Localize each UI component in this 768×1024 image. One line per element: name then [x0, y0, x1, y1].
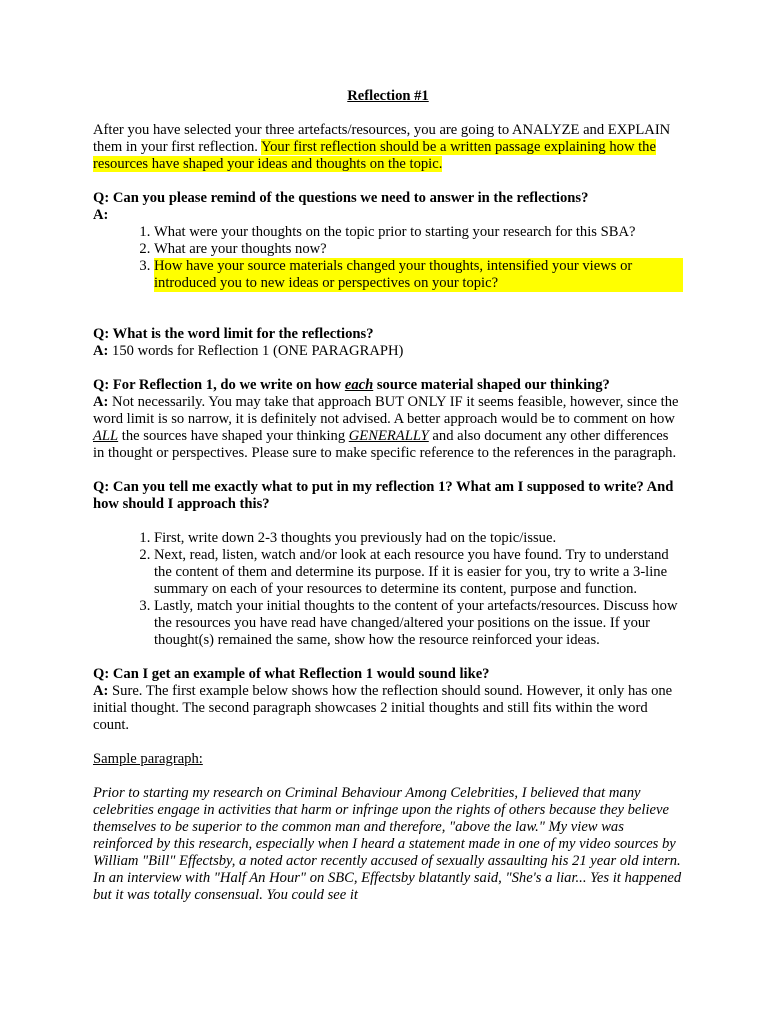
answer-text: Sure. The first example below shows how the reflection should sound. However, it only has one initial thought. The second paragraph showcases 2 initial thoughts and still fits within the word count. — [93, 683, 673, 733]
sample-heading: Sample paragraph: — [93, 751, 203, 767]
question-2: Q: What is the word limit for the reflections? — [93, 326, 374, 342]
list-item — [154, 530, 683, 547]
sample-paragraph: Prior to starting my research on Criminal Behaviour Among Celebrities, I believed that many celebrities engage in activities that harm or infringe upon the rights of others because they believe themselves to be superior to the common man and therefore, "above the law." My view was reinforced by this research, especially when I heard a statement made in one of my video sources by William "Bill" Effectsby, a noted actor recently accused of sexually assaulting his 21 year old intern. In an interview with "Half An Hour" on SBC, Effectsby blatantly said, "She's a liar... Yes it happened but it was totally consensual. You could see it — [93, 785, 682, 903]
list-item-text: What are your thoughts now? — [154, 241, 327, 257]
answer-text: 150 words for Reflection 1 (ONE PARAGRAPH) — [108, 343, 404, 359]
question-emphasis: each — [344, 377, 374, 393]
answer-text: the sources have shaped your thinking — [118, 428, 349, 444]
intro-paragraph — [93, 122, 683, 173]
question-5: Q: Can I get an example of what Reflection 1 would sound like? — [93, 666, 490, 682]
answer-2 — [93, 343, 683, 360]
spacer — [93, 649, 683, 666]
list-item-highlighted — [154, 258, 683, 292]
answer-label: A: — [93, 343, 109, 359]
answer-text: and also document any other differences in thought or perspectives. Please sure to make specific reference to the references in the paragraph. — [93, 428, 677, 461]
answer-label: A: — [93, 683, 109, 699]
question-3 — [93, 377, 683, 394]
question-text: Q: For Reflection 1, do we write on how — [93, 377, 345, 393]
answer-3 — [93, 394, 683, 462]
list-item — [154, 241, 683, 258]
spacer — [93, 292, 683, 326]
answer-emphasis: ALL — [93, 428, 119, 444]
list-item-text: Lastly, match your initial thoughts to the content of your artefacts/resources. Discuss how the resources you have read have changed/altered your positions on the issue. If your thought(s) remained the same, show how the resource reinforced your ideas. — [154, 598, 678, 648]
question-1: Q: Can you please remind of the questions we need to answer in the reflections? — [93, 190, 589, 206]
page-title: Reflection #1 — [347, 88, 429, 104]
answer-5 — [93, 683, 683, 734]
answer-1-label: A: — [93, 207, 109, 223]
list-item-text: What were your thoughts on the topic prior to starting your research for this SBA? — [154, 224, 636, 240]
document-body — [93, 88, 683, 904]
answer-label: A: — [93, 394, 109, 410]
question-4: Q: Can you tell me exactly what to put in my reflection 1? What am I supposed to write? And how should I approach this? — [93, 479, 674, 512]
intro-text: After you have selected your three artefacts/resources, you are going to ANALYZE and EXPLAIN them in your first reflection. — [93, 122, 671, 155]
list-item — [154, 598, 683, 649]
list-item-text: How have your source materials changed your thoughts, intensified your views or introduced you to new ideas or perspectives on your topic? — [154, 258, 633, 291]
list-item-text: First, write down 2-3 thoughts you previously had on the topic/issue. — [154, 530, 557, 546]
intro-highlight: Your first reflection should be a written passage explaining how the resources have shaped your ideas and thoughts on the topic. — [93, 139, 656, 172]
list-item — [154, 224, 683, 241]
answer-text: Not necessarily. You may take that approach BUT ONLY IF it seems feasible, however, since the word limit is so narrow, it is definitely not advised. A better approach would be to comment on how — [93, 394, 679, 427]
list-item — [154, 547, 683, 598]
answer-emphasis: GENERALLY — [348, 428, 429, 444]
list-item-text: Next, read, listen, watch and/or look at each resource you have found. Try to understand the content of them and determine its purpose. If it is easier for you, try to write a 3-line summary on each of your resources to determine its content, purpose and function. — [154, 547, 669, 597]
question-text: source material shaped our thinking? — [373, 377, 610, 393]
steps-list — [93, 530, 683, 649]
reflection-questions-list — [93, 224, 683, 292]
